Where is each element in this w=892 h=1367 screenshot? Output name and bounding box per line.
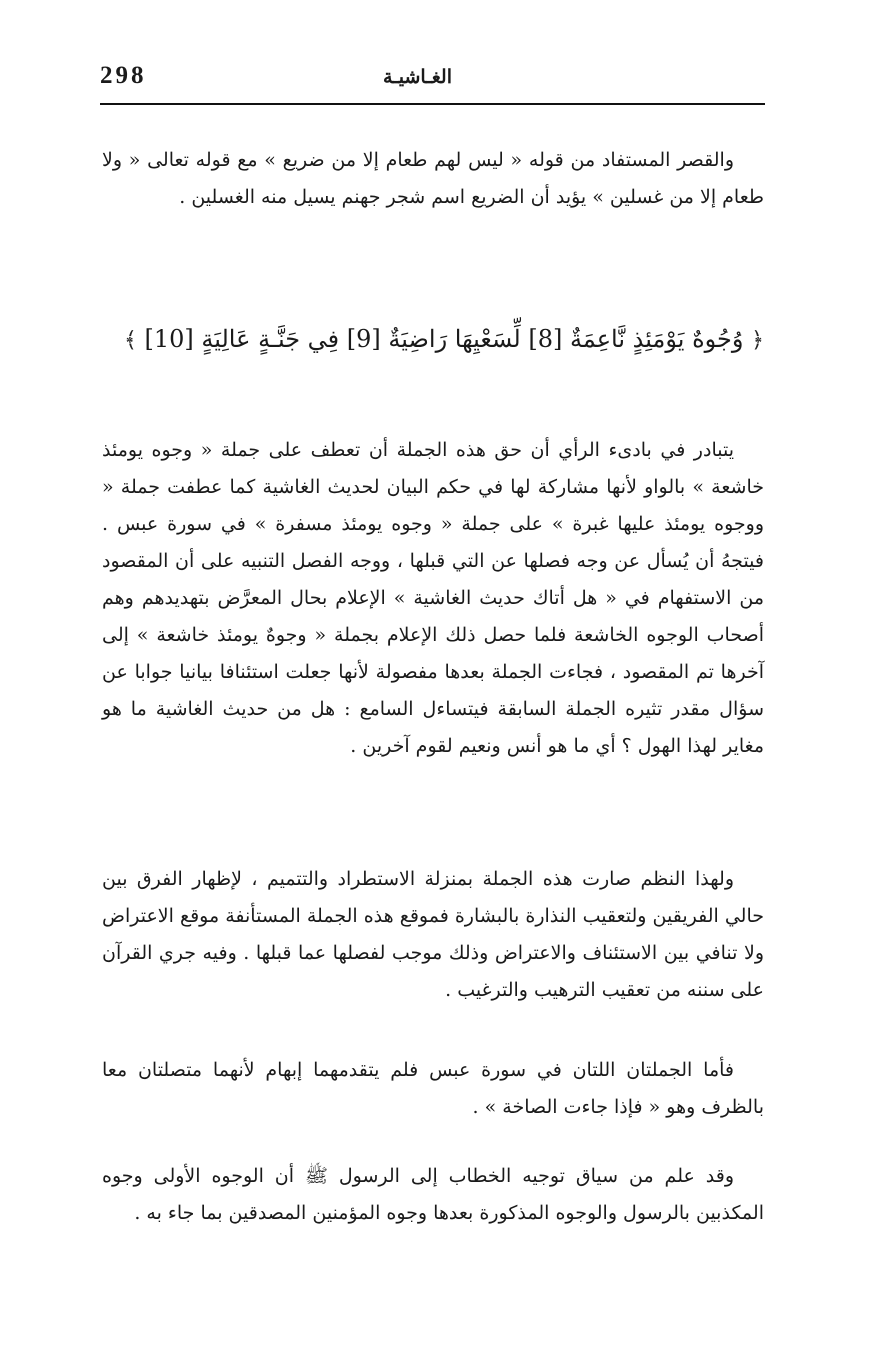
paragraph-4-text: فأما الجملتان اللتان في سورة عبس فلم يتقدمهما إبهام لأنهما متصلتان معا بالظرف وهو « فإذا جاءت الصاخة » . xyxy=(102,1059,764,1118)
page-number: 298 xyxy=(100,62,147,89)
paragraph-3-text: ولهذا النظم صارت هذه الجملة بمنزلة الاستطراد والتتميم ، لإظهار الفرق بين حالي الفريقين ولتعقيب النذارة بالبشارة فموقع هذه الجملة المستأنفة موقع الاعتراض ولا تنافي بين الاستئناف والاعتراض وذلك موجب لفصلها عما قبلها . وفيه جري القرآن على سننه من تعقيب الترهيب والترغيب . xyxy=(102,868,764,1001)
verse-text: وُجُوهٌ يَوْمَئِذٍ نَّاعِمَةٌ [8] لِّسَعْيِهَا رَاضِيَةٌ [9] فِي جَنَّـةٍ عَالِيَةٍ [10] xyxy=(144,325,744,353)
paragraph-2-text: يتبادر في بادىء الرأي أن حق هذه الجملة أن تعطف على جملة « وجوه يومئذ خاشعة » بالواو لأنها مشاركة لها في حكم البيان لحديث الغاشية كما عطفت جملة « ووجوه يومئذ عليها غبرة » على جملة « وجوه يومئذ مسفرة » في سورة عبس . فيتجهُ أن يُسأل عن وجه فصلها عن التي قبلها ، ووجه الفصل التنبيه على أن المقصود من الاستفهام في « هل أتاك حديث الغاشية » الإعلام بحال المعرَّض بتهديدهم وهم أصحاب الوجوه الخاشعة فلما حصل ذلك الإعلام بجملة « وجوهٌ يومئذ خاشعة » إلى آخرها تم المقصود ، فجاءت الجملة بعدها مفصولة لأنها جعلت استئنافا بيانيا جوابا عن سؤال مقدر تثيره الجملة السابقة فيتساءل السامع : هل من حديث الغاشية ما هو مغاير لهذا الهول ؟ أي ما هو أنس ونعيم لقوم آخرين . xyxy=(102,439,764,757)
paragraph-5-text: وقد علم من سياق توجيه الخطاب إلى الرسول ﷺ أن الوجوه الأولى وجوه المكذبين بالرسول والوجوه المذكورة بعدها وجوه المؤمنين المصدقين بما جاء به . xyxy=(102,1165,764,1224)
header-divider xyxy=(100,103,765,105)
quran-verse xyxy=(102,315,764,365)
paragraph-5 xyxy=(102,1158,764,1232)
verse-open-bracket: ﴿ xyxy=(751,328,764,353)
paragraph-1 xyxy=(102,142,764,216)
paragraph-4 xyxy=(102,1052,764,1126)
paragraph-2 xyxy=(102,432,764,765)
paragraph-3 xyxy=(102,861,764,1009)
page-header xyxy=(100,62,765,102)
paragraph-1-text: والقصر المستفاد من قوله « ليس لهم طعام إلا من ضريع » مع قوله تعالى « ولا طعام إلا من غسلين » يؤيد أن الضريع اسم شجر جهنم يسيل منه الغسلين . xyxy=(102,149,764,208)
verse-close-bracket: ﴾ xyxy=(123,328,137,353)
running-title: الغـاشيـة xyxy=(383,66,452,88)
